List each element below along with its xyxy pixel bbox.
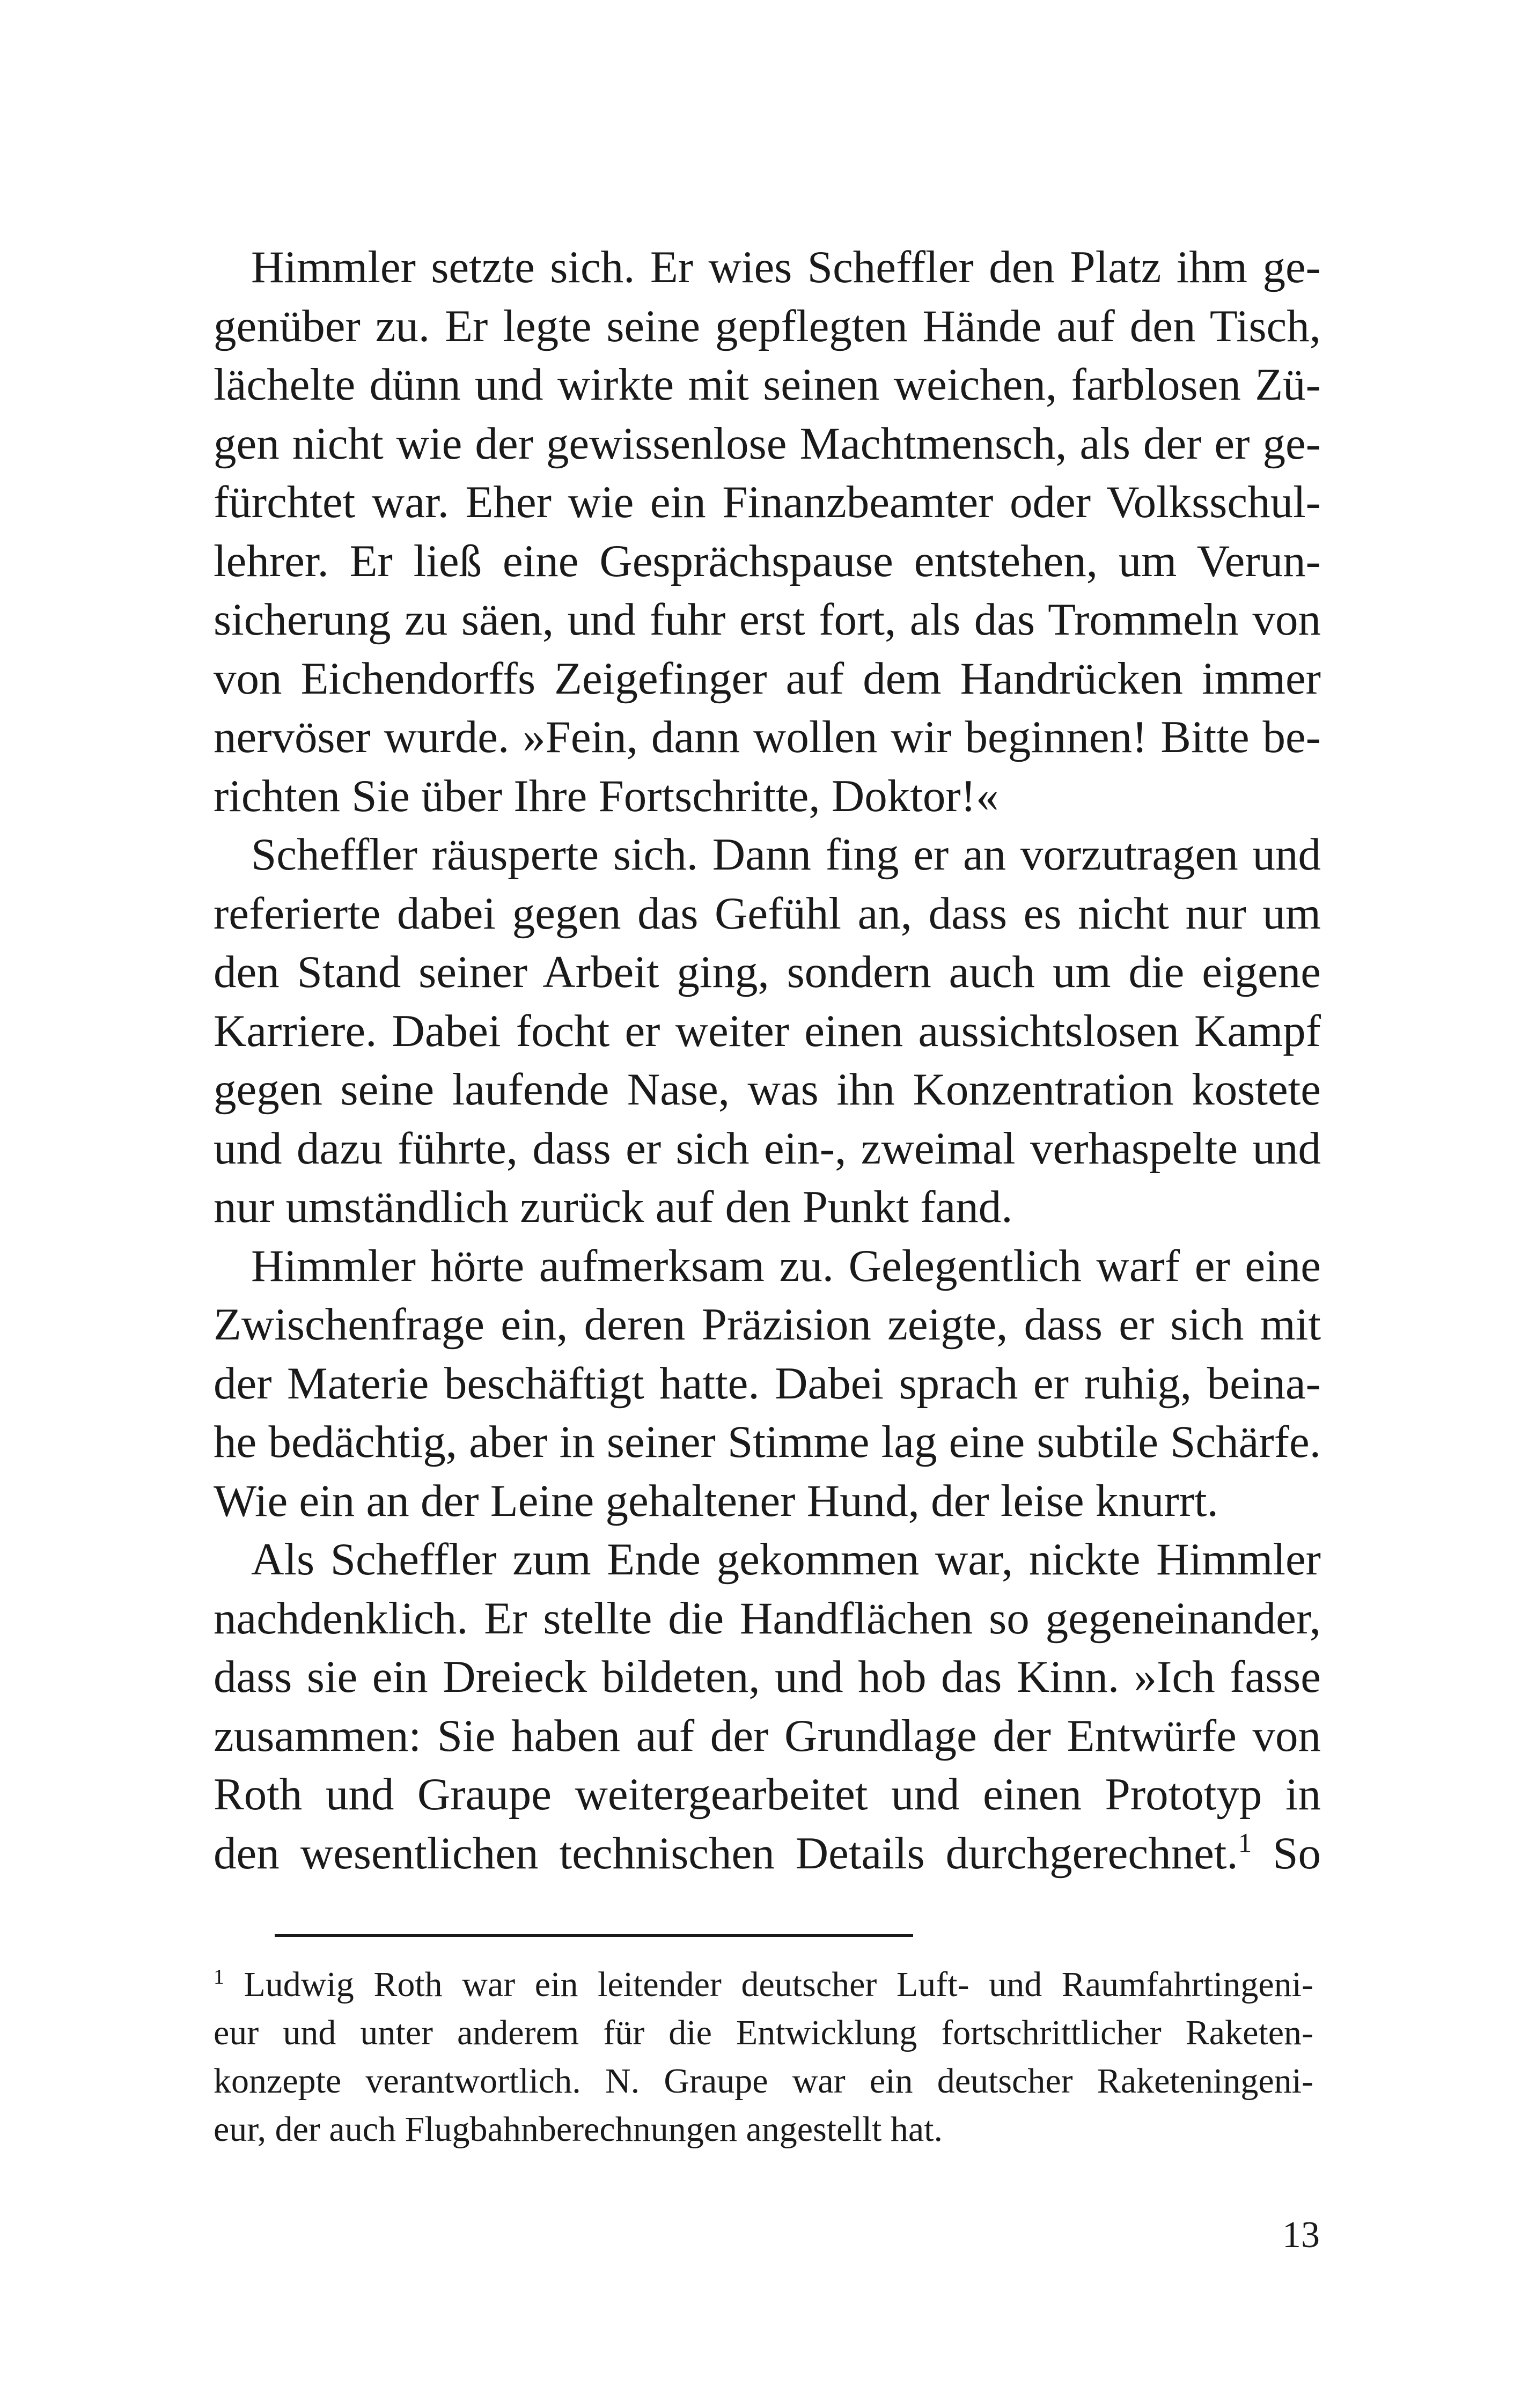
footnote-line: eur, der auch Flugbahnberechnungen angestellt hat.	[214, 2110, 943, 2149]
text-line: gegen seine laufende Nase, was ihn Konzentration kostete	[214, 1064, 1321, 1115]
text-line: zusammen: Sie haben auf der Grundlage der Entwürfe von	[214, 1710, 1321, 1761]
footnote-line: konzepte verantwortlich. N. Graupe war ein deutscher Raketeningeni-	[214, 2061, 1313, 2101]
page-number: 13	[1282, 2214, 1320, 2256]
text-line: nur umständlich zurück auf den Punkt fand.	[214, 1182, 1013, 1232]
text-line: Zwischenfrage ein, deren Präzision zeigte, dass er sich mit	[214, 1299, 1321, 1350]
text-line: von Eichendorffs Zeigefinger auf dem Handrücken immer	[214, 653, 1321, 704]
text-line: genüber zu. Er legte seine gepflegten Hände auf den Tisch,	[214, 300, 1321, 351]
text-fragment: So	[1252, 1828, 1321, 1879]
text-line: Wie ein an der Leine gehaltener Hund, der leise knurrt.	[214, 1475, 1218, 1526]
text-line: gen nicht wie der gewissenlose Machtmensch, als der er ge-	[214, 418, 1321, 469]
text-line: nachdenklich. Er stellte die Handflächen so gegeneinander,	[214, 1593, 1321, 1644]
text-line: und dazu führte, dass er sich ein-, zweimal verhaspelte und	[214, 1123, 1321, 1174]
text-fragment: den wesentlichen technischen Details durchgerechnet.	[214, 1828, 1238, 1879]
text-line: Himmler setzte sich. Er wies Scheffler den Platz ihm ge-	[251, 242, 1321, 292]
footnote-marker: 1	[214, 1964, 224, 1989]
footnote-text: Ludwig Roth war ein leitender deutscher Luft- und Raumfahrtingeni-	[224, 1965, 1313, 2004]
footnote-line: eur und unter anderem für die Entwicklung fortschrittlicher Raketen-	[214, 2013, 1313, 2052]
text-line: den Stand seiner Arbeit ging, sondern auch um die eigene	[214, 947, 1321, 997]
text-line: sicherung zu säen, und fuhr erst fort, als das Trommeln von	[214, 594, 1321, 645]
text-line: Roth und Graupe weitergearbeitet und einen Prototyp in	[214, 1769, 1321, 1820]
footnote-line	[214, 1961, 1313, 2009]
text-line: nervöser wurde. »Fein, dann wollen wir beginnen! Bitte be-	[214, 712, 1321, 762]
text-line-with-footnote-ref	[214, 1824, 1321, 1883]
text-line: Himmler hörte aufmerksam zu. Gelegentlich warf er eine	[251, 1240, 1321, 1291]
text-line: Scheffler räusperte sich. Dann fing er an vorzutragen und	[251, 829, 1321, 880]
text-line: lehrer. Er ließ eine Gesprächspause entstehen, um Verun-	[214, 535, 1321, 586]
text-line: der Materie beschäftigt hatte. Dabei sprach er ruhig, beina-	[214, 1358, 1321, 1409]
text-line: he bedächtig, aber in seiner Stimme lag eine subtile Schärfe.	[214, 1417, 1321, 1467]
footnote	[214, 1961, 1313, 2154]
text-line: richten Sie über Ihre Fortschritte, Doktor!«	[214, 770, 999, 821]
footnote-reference[interactable]: 1	[1238, 1828, 1252, 1858]
text-line: referierte dabei gegen das Gefühl an, dass es nicht nur um	[214, 888, 1321, 939]
text-line: dass sie ein Dreieck bildeten, und hob das Kinn. »Ich fasse	[214, 1652, 1321, 1702]
text-line: Als Scheffler zum Ende gekommen war, nickte Himmler	[251, 1534, 1321, 1585]
text-line: Karriere. Dabei focht er weiter einen aussichtslosen Kampf	[214, 1005, 1321, 1056]
main-text	[214, 238, 1321, 1883]
text-line: lächelte dünn und wirkte mit seinen weichen, farblosen Zü-	[214, 359, 1321, 410]
text-line: fürchtet war. Eher wie ein Finanzbeamter oder Volksschul-	[214, 477, 1321, 527]
footnote-divider	[275, 1934, 913, 1937]
